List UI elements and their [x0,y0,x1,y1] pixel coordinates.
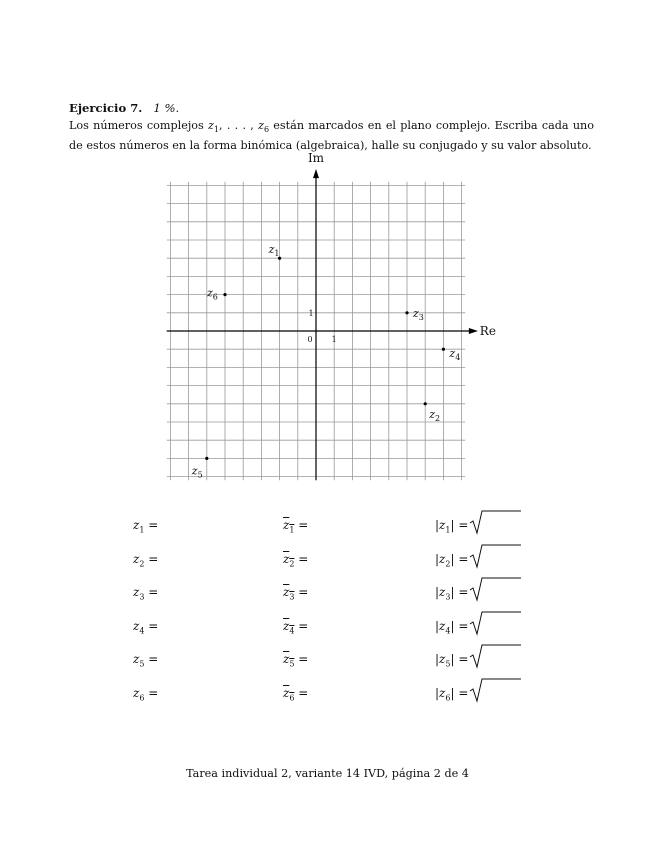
point-z2 [424,402,427,405]
exercise-statement: Los números complejos $z_1$, . . . , $z_6$ están marcados en el plano complejo. Escriba cada uno de estos números en la forma binómica (algebraica), halle su conjugado y su valor absoluto. [69,119,594,152]
sqrt-sign [468,543,523,569]
page-footer: Tarea individual 2, variante 14 IVD, página 2 de 4 [186,767,469,780]
exercise-title: Ejercicio 7. [69,101,143,115]
exercise-points: 1 %. [153,101,180,115]
answer-z-label: $z_1$ = [133,518,159,535]
origin-label: 0 [307,335,313,344]
imag-axis-arrow [313,169,319,178]
point-label-z2: $z_2$ [429,407,441,423]
complex-plane [150,150,496,493]
point-label-z3: $z_3$ [413,306,424,322]
sqrt-sign [468,643,523,669]
sqrt-sign [468,509,523,535]
real-axis-arrow [469,328,478,334]
point-label-z6: $z_6$ [207,286,218,302]
answer-conjugate-label: $z_2$ = [283,552,309,569]
answer-conjugate-label: $z_1$ = [283,518,309,535]
answer-abs-label: $|z_1|$ = [435,518,469,535]
point-z6 [223,293,226,296]
answer-z-label: $z_6$ = [133,686,159,703]
axes [167,151,496,481]
sqrt-sign [468,610,523,636]
exercise-header [69,101,589,116]
answer-conjugate-label: $z_6$ = [283,686,309,703]
points [191,243,460,479]
answer-abs-label: $|z_5|$ = [435,652,469,669]
answer-z-label: $z_2$ = [133,552,159,569]
answer-abs-label: $|z_4|$ = [435,619,469,636]
answer-conjugate-label: $z_5$ = [283,652,309,669]
answer-abs-label: $|z_6|$ = [435,686,469,703]
answer-z-label: $z_5$ = [133,652,159,669]
sqrt-sign [468,677,523,703]
point-label-z4: $z_4$ [449,347,461,363]
real-axis-label: Re [479,324,496,338]
answer-abs-label: $|z_3|$ = [435,585,469,602]
answer-z-label: $z_3$ = [133,585,159,602]
imag-axis-label: Im [307,150,325,165]
point-label-z5: $z_5$ [191,464,203,480]
point-z5 [205,457,208,460]
answer-abs-label: $|z_2|$ = [435,552,469,569]
answer-conjugate-label: $z_4$ = [283,619,309,636]
point-z4 [442,348,445,351]
point-z3 [405,311,408,314]
answer-conjugate-label: $z_3$ = [283,585,309,602]
sqrt-sign [468,576,523,602]
answer-z-label: $z_4$ = [133,619,159,636]
unit-x-label: 1 [331,335,337,344]
unit-y-label: 1 [308,308,314,318]
point-label-z1: $z_1$ [268,243,280,259]
